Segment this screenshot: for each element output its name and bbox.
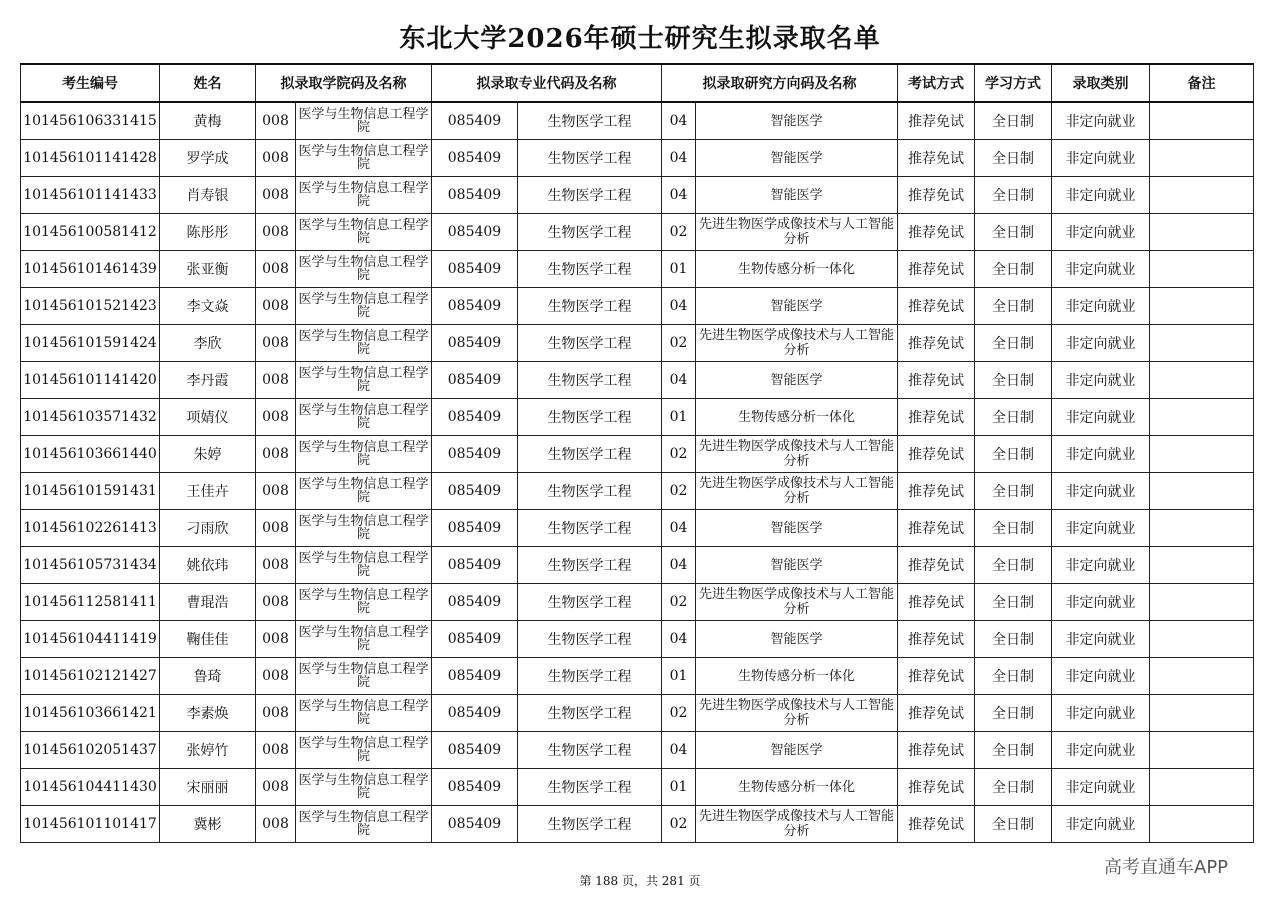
cell-candidate-id: 101456104411430 <box>21 769 160 806</box>
table-row <box>21 621 1254 658</box>
cell-college-name: 医学与生物信息工程学院 <box>296 251 432 288</box>
table-row <box>21 510 1254 547</box>
cell-remark <box>1150 325 1254 362</box>
cell-direction-name: 智能医学 <box>696 177 898 214</box>
cell-college-code: 008 <box>256 510 296 547</box>
cell-college-code: 008 <box>256 806 296 843</box>
cell-direction-code: 02 <box>662 584 696 621</box>
cell-candidate-id: 101456112581411 <box>21 584 160 621</box>
cell-major-name: 生物医学工程 <box>518 510 662 547</box>
cell-major-name: 生物医学工程 <box>518 806 662 843</box>
cell-major-code: 085409 <box>432 251 518 288</box>
cell-remark <box>1150 288 1254 325</box>
cell-college-name: 医学与生物信息工程学院 <box>296 584 432 621</box>
cell-college-code: 008 <box>256 658 296 695</box>
cell-college-name: 医学与生物信息工程学院 <box>296 695 432 732</box>
cell-college-name: 医学与生物信息工程学院 <box>296 806 432 843</box>
cell-major-code: 085409 <box>432 214 518 251</box>
cell-category: 非定向就业 <box>1052 325 1150 362</box>
cell-major-code: 085409 <box>432 436 518 473</box>
cell-major-name: 生物医学工程 <box>518 140 662 177</box>
cell-direction-code: 04 <box>662 510 696 547</box>
cell-college-name: 医学与生物信息工程学院 <box>296 436 432 473</box>
cell-exam-mode: 推荐免试 <box>898 102 975 140</box>
cell-major-code: 085409 <box>432 325 518 362</box>
cell-name: 黄梅 <box>160 102 256 140</box>
cell-candidate-id: 101456101141420 <box>21 362 160 399</box>
cell-study-mode: 全日制 <box>975 621 1052 658</box>
cell-candidate-id: 101456103661421 <box>21 695 160 732</box>
cell-candidate-id: 101456101591431 <box>21 473 160 510</box>
cell-category: 非定向就业 <box>1052 102 1150 140</box>
header-major: 拟录取专业代码及名称 <box>432 64 662 102</box>
cell-direction-name: 先进生物医学成像技术与人工智能分析 <box>696 214 898 251</box>
cell-major-name: 生物医学工程 <box>518 214 662 251</box>
cell-remark <box>1150 473 1254 510</box>
cell-major-name: 生物医学工程 <box>518 584 662 621</box>
cell-major-code: 085409 <box>432 399 518 436</box>
cell-name: 姚依玮 <box>160 547 256 584</box>
cell-study-mode: 全日制 <box>975 140 1052 177</box>
cell-direction-code: 01 <box>662 251 696 288</box>
cell-college-code: 008 <box>256 769 296 806</box>
cell-category: 非定向就业 <box>1052 547 1150 584</box>
cell-direction-code: 02 <box>662 436 696 473</box>
cell-exam-mode: 推荐免试 <box>898 658 975 695</box>
cell-college-code: 008 <box>256 362 296 399</box>
cell-direction-name: 先进生物医学成像技术与人工智能分析 <box>696 473 898 510</box>
cell-major-code: 085409 <box>432 658 518 695</box>
cell-direction-code: 04 <box>662 288 696 325</box>
page-title: 东北大学2026年硕士研究生拟录取名单 <box>399 24 881 54</box>
cell-exam-mode: 推荐免试 <box>898 621 975 658</box>
cell-exam-mode: 推荐免试 <box>898 732 975 769</box>
table-row <box>21 806 1254 843</box>
cell-name: 项婧仪 <box>160 399 256 436</box>
page-number: 第 188 页，共 281 页 <box>579 874 701 888</box>
cell-exam-mode: 推荐免试 <box>898 325 975 362</box>
cell-name: 李欣 <box>160 325 256 362</box>
cell-direction-name: 生物传感分析一体化 <box>696 399 898 436</box>
cell-direction-name: 智能医学 <box>696 362 898 399</box>
table-header-row <box>21 64 1254 102</box>
cell-remark <box>1150 362 1254 399</box>
cell-exam-mode: 推荐免试 <box>898 288 975 325</box>
cell-direction-name: 智能医学 <box>696 621 898 658</box>
cell-direction-code: 01 <box>662 399 696 436</box>
cell-exam-mode: 推荐免试 <box>898 547 975 584</box>
cell-category: 非定向就业 <box>1052 621 1150 658</box>
table-row <box>21 473 1254 510</box>
cell-direction-code: 04 <box>662 732 696 769</box>
cell-college-name: 医学与生物信息工程学院 <box>296 473 432 510</box>
cell-study-mode: 全日制 <box>975 732 1052 769</box>
cell-direction-name: 生物传感分析一体化 <box>696 251 898 288</box>
cell-study-mode: 全日制 <box>975 399 1052 436</box>
cell-study-mode: 全日制 <box>975 584 1052 621</box>
table-row <box>21 695 1254 732</box>
cell-name: 李素焕 <box>160 695 256 732</box>
cell-name: 冀彬 <box>160 806 256 843</box>
table-row <box>21 547 1254 584</box>
cell-direction-code: 02 <box>662 695 696 732</box>
cell-direction-code: 02 <box>662 325 696 362</box>
cell-college-name: 医学与生物信息工程学院 <box>296 732 432 769</box>
cell-direction-code: 02 <box>662 214 696 251</box>
cell-name: 张亚衡 <box>160 251 256 288</box>
cell-remark <box>1150 177 1254 214</box>
header-remark: 备注 <box>1150 64 1254 102</box>
header-study-mode: 学习方式 <box>975 64 1052 102</box>
cell-study-mode: 全日制 <box>975 102 1052 140</box>
cell-major-code: 085409 <box>432 732 518 769</box>
cell-remark <box>1150 621 1254 658</box>
cell-college-name: 医学与生物信息工程学院 <box>296 177 432 214</box>
admission-table <box>20 63 1254 843</box>
cell-exam-mode: 推荐免试 <box>898 510 975 547</box>
table-row <box>21 658 1254 695</box>
cell-remark <box>1150 806 1254 843</box>
cell-college-code: 008 <box>256 732 296 769</box>
cell-remark <box>1150 584 1254 621</box>
cell-direction-name: 智能医学 <box>696 732 898 769</box>
cell-major-code: 085409 <box>432 547 518 584</box>
cell-candidate-id: 101456106331415 <box>21 102 160 140</box>
cell-category: 非定向就业 <box>1052 436 1150 473</box>
cell-study-mode: 全日制 <box>975 658 1052 695</box>
table-row <box>21 177 1254 214</box>
cell-major-code: 085409 <box>432 362 518 399</box>
cell-remark <box>1150 732 1254 769</box>
cell-category: 非定向就业 <box>1052 214 1150 251</box>
cell-name: 李文焱 <box>160 288 256 325</box>
cell-college-name: 医学与生物信息工程学院 <box>296 214 432 251</box>
cell-college-code: 008 <box>256 177 296 214</box>
cell-remark <box>1150 695 1254 732</box>
cell-direction-name: 智能医学 <box>696 140 898 177</box>
header-college: 拟录取学院码及名称 <box>256 64 432 102</box>
header-exam-mode: 考试方式 <box>898 64 975 102</box>
cell-category: 非定向就业 <box>1052 362 1150 399</box>
cell-study-mode: 全日制 <box>975 362 1052 399</box>
cell-college-name: 医学与生物信息工程学院 <box>296 399 432 436</box>
cell-direction-code: 02 <box>662 806 696 843</box>
cell-college-code: 008 <box>256 695 296 732</box>
cell-major-code: 085409 <box>432 288 518 325</box>
table-row <box>21 769 1254 806</box>
cell-exam-mode: 推荐免试 <box>898 362 975 399</box>
cell-college-name: 医学与生物信息工程学院 <box>296 362 432 399</box>
cell-candidate-id: 101456101101417 <box>21 806 160 843</box>
cell-remark <box>1150 658 1254 695</box>
cell-category: 非定向就业 <box>1052 732 1150 769</box>
cell-major-code: 085409 <box>432 473 518 510</box>
cell-direction-name: 智能医学 <box>696 510 898 547</box>
cell-remark <box>1150 102 1254 140</box>
cell-name: 鞠佳佳 <box>160 621 256 658</box>
cell-category: 非定向就业 <box>1052 769 1150 806</box>
cell-direction-name: 先进生物医学成像技术与人工智能分析 <box>696 436 898 473</box>
cell-remark <box>1150 547 1254 584</box>
cell-study-mode: 全日制 <box>975 436 1052 473</box>
cell-candidate-id: 101456101591424 <box>21 325 160 362</box>
cell-major-code: 085409 <box>432 584 518 621</box>
cell-study-mode: 全日制 <box>975 510 1052 547</box>
cell-major-name: 生物医学工程 <box>518 732 662 769</box>
cell-category: 非定向就业 <box>1052 251 1150 288</box>
cell-name: 鲁琦 <box>160 658 256 695</box>
cell-name: 李丹霞 <box>160 362 256 399</box>
cell-major-code: 085409 <box>432 140 518 177</box>
cell-remark <box>1150 510 1254 547</box>
cell-candidate-id: 101456105731434 <box>21 547 160 584</box>
cell-college-code: 008 <box>256 473 296 510</box>
cell-category: 非定向就业 <box>1052 140 1150 177</box>
cell-direction-code: 04 <box>662 140 696 177</box>
cell-exam-mode: 推荐免试 <box>898 769 975 806</box>
cell-category: 非定向就业 <box>1052 473 1150 510</box>
cell-major-name: 生物医学工程 <box>518 436 662 473</box>
cell-category: 非定向就业 <box>1052 288 1150 325</box>
cell-direction-code: 04 <box>662 621 696 658</box>
cell-college-code: 008 <box>256 140 296 177</box>
cell-direction-name: 先进生物医学成像技术与人工智能分析 <box>696 325 898 362</box>
cell-candidate-id: 101456100581412 <box>21 214 160 251</box>
cell-direction-name: 智能医学 <box>696 102 898 140</box>
cell-remark <box>1150 140 1254 177</box>
cell-candidate-id: 101456103661440 <box>21 436 160 473</box>
table-row <box>21 584 1254 621</box>
cell-direction-name: 先进生物医学成像技术与人工智能分析 <box>696 695 898 732</box>
cell-remark <box>1150 399 1254 436</box>
cell-major-name: 生物医学工程 <box>518 473 662 510</box>
cell-candidate-id: 101456102121427 <box>21 658 160 695</box>
header-name: 姓名 <box>160 64 256 102</box>
cell-major-name: 生物医学工程 <box>518 288 662 325</box>
cell-study-mode: 全日制 <box>975 769 1052 806</box>
cell-major-name: 生物医学工程 <box>518 102 662 140</box>
cell-exam-mode: 推荐免试 <box>898 214 975 251</box>
cell-major-code: 085409 <box>432 769 518 806</box>
watermark: 高考直通车APP <box>1104 857 1229 878</box>
cell-candidate-id: 101456103571432 <box>21 399 160 436</box>
cell-direction-name: 智能医学 <box>696 288 898 325</box>
cell-college-name: 医学与生物信息工程学院 <box>296 140 432 177</box>
cell-major-name: 生物医学工程 <box>518 658 662 695</box>
cell-college-code: 008 <box>256 251 296 288</box>
cell-study-mode: 全日制 <box>975 251 1052 288</box>
cell-name: 陈彤彤 <box>160 214 256 251</box>
cell-major-name: 生物医学工程 <box>518 399 662 436</box>
cell-college-code: 008 <box>256 288 296 325</box>
table-row <box>21 362 1254 399</box>
cell-candidate-id: 101456102261413 <box>21 510 160 547</box>
cell-major-name: 生物医学工程 <box>518 362 662 399</box>
table-row <box>21 399 1254 436</box>
cell-direction-name: 先进生物医学成像技术与人工智能分析 <box>696 584 898 621</box>
cell-name: 朱婷 <box>160 436 256 473</box>
cell-exam-mode: 推荐免试 <box>898 140 975 177</box>
cell-exam-mode: 推荐免试 <box>898 399 975 436</box>
cell-exam-mode: 推荐免试 <box>898 806 975 843</box>
cell-college-code: 008 <box>256 436 296 473</box>
table-row <box>21 102 1254 140</box>
cell-college-name: 医学与生物信息工程学院 <box>296 547 432 584</box>
cell-candidate-id: 101456101141433 <box>21 177 160 214</box>
cell-college-code: 008 <box>256 621 296 658</box>
cell-name: 肖寿银 <box>160 177 256 214</box>
table-row <box>21 214 1254 251</box>
cell-category: 非定向就业 <box>1052 695 1150 732</box>
cell-direction-code: 04 <box>662 547 696 584</box>
cell-study-mode: 全日制 <box>975 177 1052 214</box>
cell-direction-code: 04 <box>662 362 696 399</box>
table-body <box>21 102 1254 843</box>
cell-college-code: 008 <box>256 399 296 436</box>
cell-direction-name: 生物传感分析一体化 <box>696 769 898 806</box>
cell-category: 非定向就业 <box>1052 806 1150 843</box>
cell-direction-code: 01 <box>662 769 696 806</box>
cell-study-mode: 全日制 <box>975 547 1052 584</box>
cell-college-name: 医学与生物信息工程学院 <box>296 621 432 658</box>
cell-major-name: 生物医学工程 <box>518 177 662 214</box>
table-row <box>21 140 1254 177</box>
cell-direction-code: 04 <box>662 102 696 140</box>
cell-college-name: 医学与生物信息工程学院 <box>296 325 432 362</box>
cell-category: 非定向就业 <box>1052 177 1150 214</box>
cell-major-code: 085409 <box>432 695 518 732</box>
cell-major-name: 生物医学工程 <box>518 769 662 806</box>
cell-candidate-id: 101456101141428 <box>21 140 160 177</box>
cell-exam-mode: 推荐免试 <box>898 584 975 621</box>
table-row <box>21 251 1254 288</box>
cell-college-code: 008 <box>256 584 296 621</box>
table-row <box>21 732 1254 769</box>
cell-name: 曹琨浩 <box>160 584 256 621</box>
cell-direction-name: 智能医学 <box>696 547 898 584</box>
cell-college-code: 008 <box>256 214 296 251</box>
cell-study-mode: 全日制 <box>975 288 1052 325</box>
cell-exam-mode: 推荐免试 <box>898 473 975 510</box>
cell-college-name: 医学与生物信息工程学院 <box>296 102 432 140</box>
cell-major-code: 085409 <box>432 102 518 140</box>
cell-major-code: 085409 <box>432 621 518 658</box>
cell-name: 刁雨欣 <box>160 510 256 547</box>
cell-major-name: 生物医学工程 <box>518 621 662 658</box>
cell-study-mode: 全日制 <box>975 695 1052 732</box>
cell-major-code: 085409 <box>432 806 518 843</box>
cell-name: 罗学成 <box>160 140 256 177</box>
cell-study-mode: 全日制 <box>975 806 1052 843</box>
cell-remark <box>1150 251 1254 288</box>
header-id: 考生编号 <box>21 64 160 102</box>
cell-college-code: 008 <box>256 547 296 584</box>
cell-candidate-id: 101456104411419 <box>21 621 160 658</box>
cell-direction-code: 04 <box>662 177 696 214</box>
cell-category: 非定向就业 <box>1052 510 1150 547</box>
cell-major-code: 085409 <box>432 510 518 547</box>
cell-college-name: 医学与生物信息工程学院 <box>296 769 432 806</box>
table-row <box>21 436 1254 473</box>
cell-study-mode: 全日制 <box>975 214 1052 251</box>
cell-exam-mode: 推荐免试 <box>898 695 975 732</box>
cell-major-name: 生物医学工程 <box>518 325 662 362</box>
cell-name: 王佳卉 <box>160 473 256 510</box>
cell-college-name: 医学与生物信息工程学院 <box>296 658 432 695</box>
cell-category: 非定向就业 <box>1052 658 1150 695</box>
cell-direction-code: 01 <box>662 658 696 695</box>
cell-candidate-id: 101456101521423 <box>21 288 160 325</box>
cell-college-code: 008 <box>256 325 296 362</box>
cell-direction-name: 生物传感分析一体化 <box>696 658 898 695</box>
cell-study-mode: 全日制 <box>975 473 1052 510</box>
cell-category: 非定向就业 <box>1052 584 1150 621</box>
cell-exam-mode: 推荐免试 <box>898 436 975 473</box>
cell-exam-mode: 推荐免试 <box>898 251 975 288</box>
cell-name: 宋丽丽 <box>160 769 256 806</box>
cell-major-name: 生物医学工程 <box>518 251 662 288</box>
cell-remark <box>1150 214 1254 251</box>
cell-remark <box>1150 769 1254 806</box>
cell-candidate-id: 101456101461439 <box>21 251 160 288</box>
cell-college-name: 医学与生物信息工程学院 <box>296 510 432 547</box>
cell-name: 张婷竹 <box>160 732 256 769</box>
table-row <box>21 288 1254 325</box>
cell-remark <box>1150 436 1254 473</box>
cell-major-name: 生物医学工程 <box>518 695 662 732</box>
cell-study-mode: 全日制 <box>975 325 1052 362</box>
cell-exam-mode: 推荐免试 <box>898 177 975 214</box>
header-direction: 拟录取研究方向码及名称 <box>662 64 898 102</box>
cell-direction-code: 02 <box>662 473 696 510</box>
cell-candidate-id: 101456102051437 <box>21 732 160 769</box>
cell-major-name: 生物医学工程 <box>518 547 662 584</box>
cell-category: 非定向就业 <box>1052 399 1150 436</box>
cell-major-code: 085409 <box>432 177 518 214</box>
cell-college-code: 008 <box>256 102 296 140</box>
header-category: 录取类别 <box>1052 64 1150 102</box>
cell-direction-name: 先进生物医学成像技术与人工智能分析 <box>696 806 898 843</box>
table-row <box>21 325 1254 362</box>
cell-college-name: 医学与生物信息工程学院 <box>296 288 432 325</box>
